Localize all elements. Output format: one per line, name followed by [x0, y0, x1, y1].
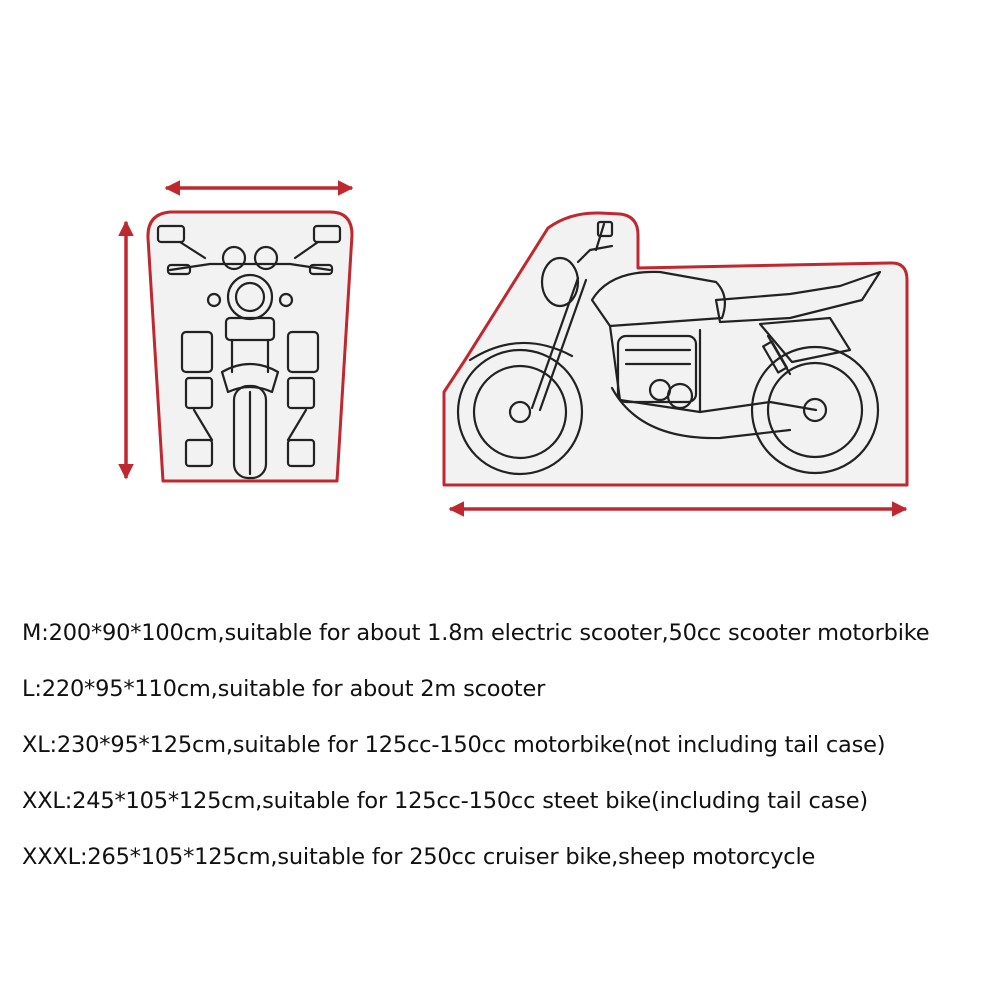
size-item-xl: XL:230*95*125cm,suitable for 125cc-150cc motorbike(not including tail case) [22, 732, 886, 758]
size-item-m: M:200*90*100cm,suitable for about 1.8m electric scooter,50cc scooter motorbike [22, 620, 930, 646]
size-item-l: L:220*95*110cm,suitable for about 2m scooter [22, 676, 546, 702]
size-item-xxl: XXL:245*105*125cm,suitable for 125cc-150cc steet bike(including tail case) [22, 788, 869, 814]
front-view [126, 188, 352, 481]
size-list [22, 620, 992, 900]
side-view [444, 213, 907, 509]
size-item-xxxl: XXXL:265*105*125cm,suitable for 250cc cruiser bike,sheep motorcycle [22, 844, 816, 870]
